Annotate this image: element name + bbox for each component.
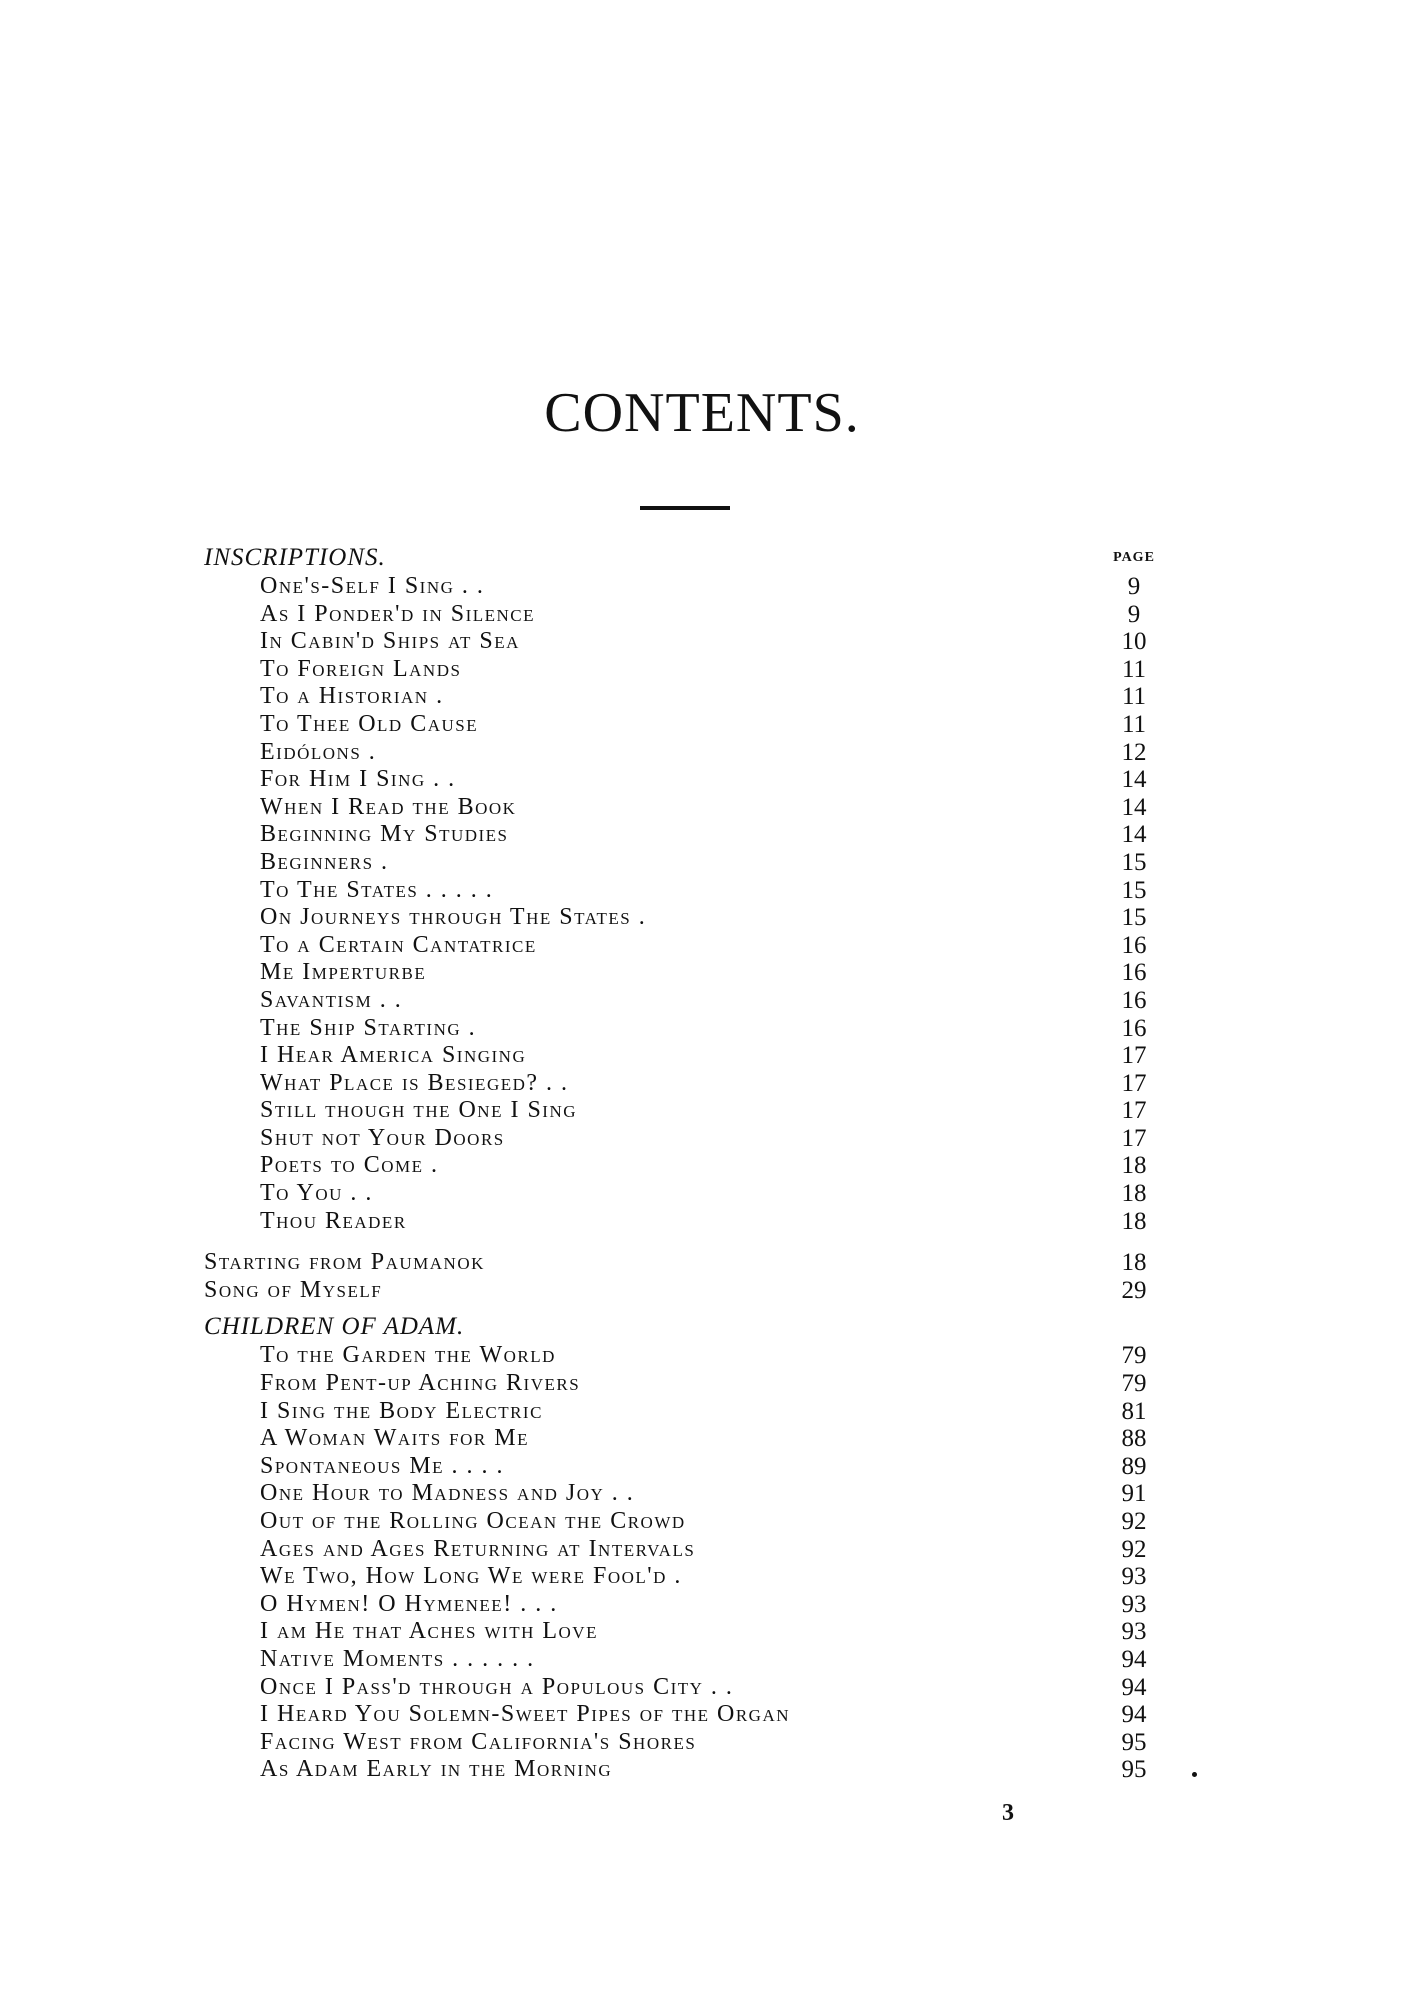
entry-page: 18 [1121,1249,1147,1277]
entry-page: 9 [1127,573,1141,600]
entry-page: 11 [1121,710,1147,738]
entry-page: 91 [1121,1480,1147,1508]
standalone-list [204,1249,1164,1304]
entry-title: One Hour to Madness and Joy . . [260,1480,635,1507]
page-column-label: PAGE [1113,550,1155,565]
entry-page: 93 [1121,1618,1147,1646]
toc-entry [204,1042,1164,1070]
entry-page: 89 [1121,1452,1147,1480]
entry-page: 92 [1121,1535,1147,1563]
entry-page: 16 [1121,959,1147,987]
entry-page: 14 [1121,821,1147,849]
entry-page: 11 [1121,683,1147,711]
page-title: CONTENTS. [544,382,860,444]
toc-entry [204,1370,1164,1398]
toc-entry [204,683,1164,711]
entry-page: 18 [1121,1180,1147,1208]
entry-page: 81 [1121,1397,1147,1425]
entry-page: 14 [1121,766,1147,794]
toc-entry [204,1453,1164,1481]
entry-title: One's-Self I Sing . . [260,573,485,599]
toc-entry [204,1674,1164,1702]
toc-entry [204,1480,1164,1508]
toc-entry [204,959,1164,987]
toc-entry [204,1152,1164,1180]
toc-entry [204,711,1164,739]
toc-entry [204,1208,1164,1236]
entry-page: 14 [1121,793,1147,821]
toc-entry [204,1536,1164,1564]
entry-title: As I Ponder'd in Silence [260,600,535,627]
toc-entry [204,1646,1164,1674]
margin-mark [1192,1772,1197,1777]
toc-entry [204,1563,1164,1591]
toc-entry [204,794,1164,822]
entry-title: As Adam Early in the Morning [260,1756,613,1783]
toc-entry [204,1097,1164,1125]
entry-title: Me Imperturbe [260,959,427,986]
entry-title: To Foreign Lands [260,655,462,682]
entry-page: 12 [1121,738,1147,766]
entry-page: 95 [1121,1756,1147,1784]
entry-title: Starting from Paumanok [204,1249,485,1276]
entry-title: Once I Pass'd through a Populous City . . [260,1673,734,1700]
inscriptions-list [204,573,1164,1235]
entry-title: Native Moments . . . . . . [260,1645,535,1672]
entry-title: I Hear America Singing [260,1042,527,1069]
toc-entry [204,1125,1164,1153]
toc-entry [204,932,1164,960]
entry-page: 95 [1121,1728,1147,1756]
entry-page: 18 [1121,1152,1147,1180]
toc-entry [204,739,1164,767]
toc-entry [204,1618,1164,1646]
toc-entry [204,601,1164,629]
entry-title: I am He that Aches with Love [260,1618,598,1645]
entry-title: On Journeys through The States . [260,904,647,931]
entry-page: 15 [1121,876,1147,904]
section-heading-label: INSCRIPTIONS. [204,544,386,571]
section-heading-label: CHILDREN OF ADAM. [204,1313,465,1341]
entry-title: Eidólons . [260,738,377,765]
entry-title: Song of Myself [204,1276,383,1303]
entry-title: What Place is Besieged? . . [260,1069,569,1096]
entry-page: 17 [1121,1069,1147,1097]
entry-title: To Thee Old Cause [260,710,479,737]
entry-page: 29 [1121,1276,1147,1304]
toc-entry [204,1249,1164,1277]
toc-entry [204,987,1164,1015]
toc-entry [204,1729,1164,1757]
toc-entry [204,1180,1164,1208]
entry-page: 17 [1121,1097,1147,1125]
entry-page: 10 [1121,628,1147,656]
entry-title: A Woman Waits for Me [260,1425,529,1452]
toc-entry [204,1756,1164,1784]
toc-entry [204,821,1164,849]
entry-page: 94 [1121,1645,1147,1673]
entry-title: Thou Reader [260,1207,407,1234]
entry-title: When I Read the Book [260,793,517,820]
toc-entry [204,904,1164,932]
entry-title: In Cabin'd Ships at Sea [260,628,520,655]
entry-page: 9 [1127,600,1141,628]
entry-page: 11 [1121,655,1147,683]
entry-page: 15 [1121,904,1147,932]
entry-page: 15 [1121,848,1147,876]
entry-title: Still though the One I Sing [260,1097,578,1124]
entry-page: 18 [1121,1207,1147,1235]
toc-entry [204,1277,1164,1305]
entry-title: Savantism . . [260,986,403,1013]
toc-entry [204,877,1164,905]
section-heading-inscriptions [204,543,1164,573]
entry-title: Beginning My Studies [260,821,509,848]
entry-title: To the Garden the World [260,1342,556,1369]
entry-page: 93 [1121,1590,1147,1618]
entry-page: 94 [1121,1701,1147,1729]
toc-entry [204,766,1164,794]
entry-title: To You . . [260,1180,373,1207]
entry-title: O Hymen! O Hymenee! . . . [260,1590,558,1617]
entry-title: Beginners . [260,848,389,875]
toc-entry [204,1342,1164,1370]
entry-title: Out of the Rolling Ocean the Crowd [260,1508,686,1534]
entry-title: From Pent-up Aching Rivers [260,1370,581,1397]
toc-entry [204,849,1164,877]
entry-title: To a Historian . [260,683,444,710]
entry-title: Ages and Ages Returning at Intervals [260,1535,696,1562]
entry-title: For Him I Sing . . [260,766,456,793]
toc-entry [204,1591,1164,1619]
entry-page: 17 [1121,1124,1147,1152]
entry-page: 92 [1121,1508,1147,1535]
entry-title: Spontaneous Me . . . . [260,1452,505,1479]
toc-entry [204,573,1164,601]
entry-title: The Ship Starting . [260,1014,477,1041]
entry-page: 88 [1121,1425,1147,1453]
entry-page: 93 [1121,1563,1147,1591]
toc-entry [204,1508,1164,1536]
toc-entry [204,1398,1164,1426]
entry-page: 16 [1121,986,1147,1014]
table-of-contents [204,543,1164,1784]
entry-page: 94 [1121,1673,1147,1701]
entry-page: 17 [1121,1042,1147,1070]
toc-entry [204,1015,1164,1043]
entry-title: To a Certain Cantatrice [260,931,537,958]
entry-title: I Heard You Solemn-Sweet Pipes of the Organ [260,1701,791,1728]
toc-entry [204,656,1164,684]
entry-page: 79 [1121,1342,1147,1370]
toc-entry [204,1425,1164,1453]
title-rule [640,506,730,510]
toc-entry [204,1701,1164,1729]
children-of-adam-list [204,1342,1164,1784]
entry-title: To The States . . . . . [260,876,494,903]
entry-title: Facing West from California's Shores [260,1728,697,1755]
entry-title: Shut not Your Doors [260,1124,505,1151]
page-number: 3 [1002,1800,1014,1826]
entry-page: 79 [1121,1370,1147,1398]
entry-title: Poets to Come . [260,1152,439,1179]
entry-title: We Two, How Long We were Fool'd . [260,1563,682,1590]
section-heading-children-of-adam [204,1312,1164,1342]
toc-entry [204,1070,1164,1098]
entry-title: I Sing the Body Electric [260,1397,543,1424]
toc-entry [204,628,1164,656]
entry-page: 16 [1121,931,1147,959]
entry-page: 16 [1121,1014,1147,1042]
